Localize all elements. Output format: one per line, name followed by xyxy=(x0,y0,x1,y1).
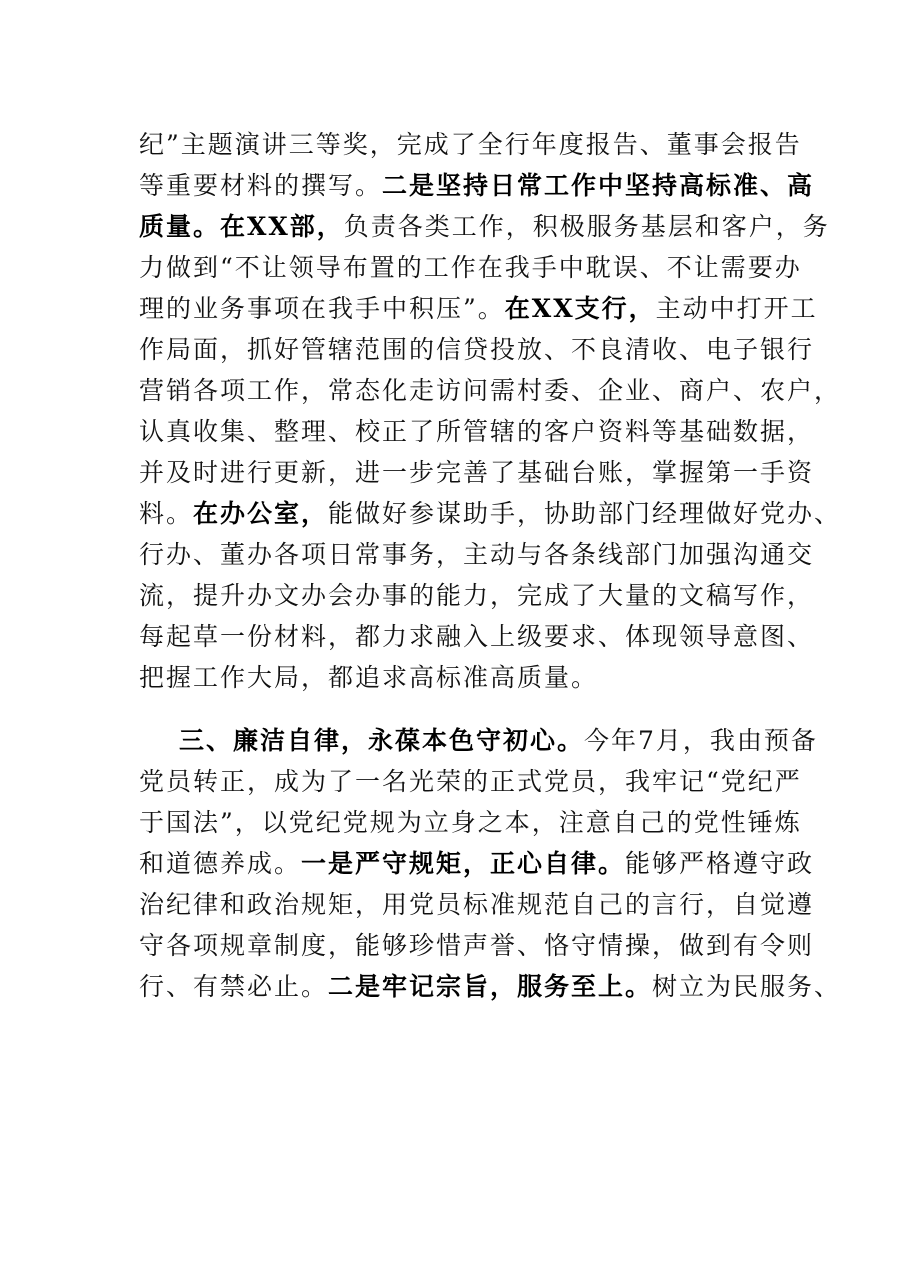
text-run: 党员转正，成为了一名光荣的正式党员，我牢记“党纪严 xyxy=(139,767,802,796)
text-line xyxy=(139,616,815,657)
text-line xyxy=(139,329,815,370)
text-run: 料。 xyxy=(139,499,194,528)
text-run: 流，提升办文办会办事的能力，完成了大量的文稿写作， xyxy=(139,581,815,610)
paragraph-spacer xyxy=(139,698,769,720)
text-line xyxy=(139,288,818,329)
text-line xyxy=(139,411,815,452)
text-line xyxy=(139,575,815,616)
paragraph-work-performance xyxy=(139,124,842,698)
text-line xyxy=(139,165,815,206)
paragraph-integrity xyxy=(139,720,842,1007)
text-run: 认真收集、整理、校正了所管辖的客户资料等基础数据， xyxy=(139,417,815,446)
text-line xyxy=(139,802,802,843)
text-run: 能做好参谋助手，协助部门经理做好党办、 xyxy=(328,499,842,528)
text-line xyxy=(139,843,815,884)
text-run: 作局面，抓好管辖范围的信贷投放、不良清收、电子银行 xyxy=(139,335,815,364)
text-run: 和道德养成。 xyxy=(139,849,302,878)
text-run: 治纪律和政治规矩，用党员标准规范自己的言行，自觉遵 xyxy=(139,890,815,919)
text-run: 并及时进行更新，进一步完善了基础台账，掌握第一手资 xyxy=(139,458,815,487)
text-run: 树立为民服务、 xyxy=(652,972,842,1001)
text-run: 行办、董办各项日常事务，主动与各条线部门加强沟通交 xyxy=(139,540,815,569)
bold-run: 一是严守规矩，正心自律。 xyxy=(301,849,626,878)
text-line xyxy=(139,206,830,247)
text-run: 把握工作大局，都追求高标准高质量。 xyxy=(139,663,599,692)
text-line xyxy=(139,761,802,802)
text-run: 行、有禁必止。 xyxy=(139,972,329,1001)
bold-run: 二是坚持日常工作中坚持高标准、高 xyxy=(382,171,815,200)
text-line xyxy=(139,370,842,411)
text-line xyxy=(139,657,769,698)
text-run: 于国法”，以党纪党规为立身之本，注意自己的党性锤炼 xyxy=(139,808,802,837)
text-run: 负责各类工作，积极服务基层和客户，务 xyxy=(343,212,830,241)
text-line xyxy=(139,452,815,493)
text-run: 营销各项工作，常态化走访问需村委、企业、商户、农户， xyxy=(139,376,842,405)
text-run: 守各项规章制度，能够珍惜声誉、恪守情操，做到有令则 xyxy=(139,931,815,960)
bold-run: 在XX支行， xyxy=(504,294,656,323)
document-body xyxy=(139,124,842,1007)
section-heading-run: 三、廉洁自律，永葆本色守初心。 xyxy=(179,726,585,755)
text-run: 纪”主题演讲三等奖，完成了全行年度报告、董事会报告 xyxy=(139,130,802,159)
text-run: 理的业务事项在我手中积压”。 xyxy=(139,294,505,323)
text-run: 力做到“不让领导布置的工作在我手中耽误、不让需要办 xyxy=(139,253,802,282)
text-line xyxy=(139,124,802,165)
bold-run: 二是牢记宗旨，服务至上。 xyxy=(328,972,653,1001)
text-run: 能够严格遵守政 xyxy=(625,849,815,878)
text-line xyxy=(139,925,815,966)
text-line xyxy=(139,493,842,534)
text-line xyxy=(139,720,818,761)
text-run: 今年7月，我由预备 xyxy=(584,726,818,755)
text-line xyxy=(139,534,815,575)
text-line xyxy=(139,247,802,288)
text-run: 每起草一份材料，都力求融入上级要求、体现领导意图、 xyxy=(139,622,815,651)
bold-run: 在办公室， xyxy=(193,499,329,528)
text-line xyxy=(139,966,842,1007)
text-run: 主动中打开工 xyxy=(655,294,818,323)
text-line xyxy=(139,884,815,925)
bold-run: 质量。在XX部， xyxy=(139,212,344,241)
text-run: 等重要材料的撰写。 xyxy=(139,171,383,200)
